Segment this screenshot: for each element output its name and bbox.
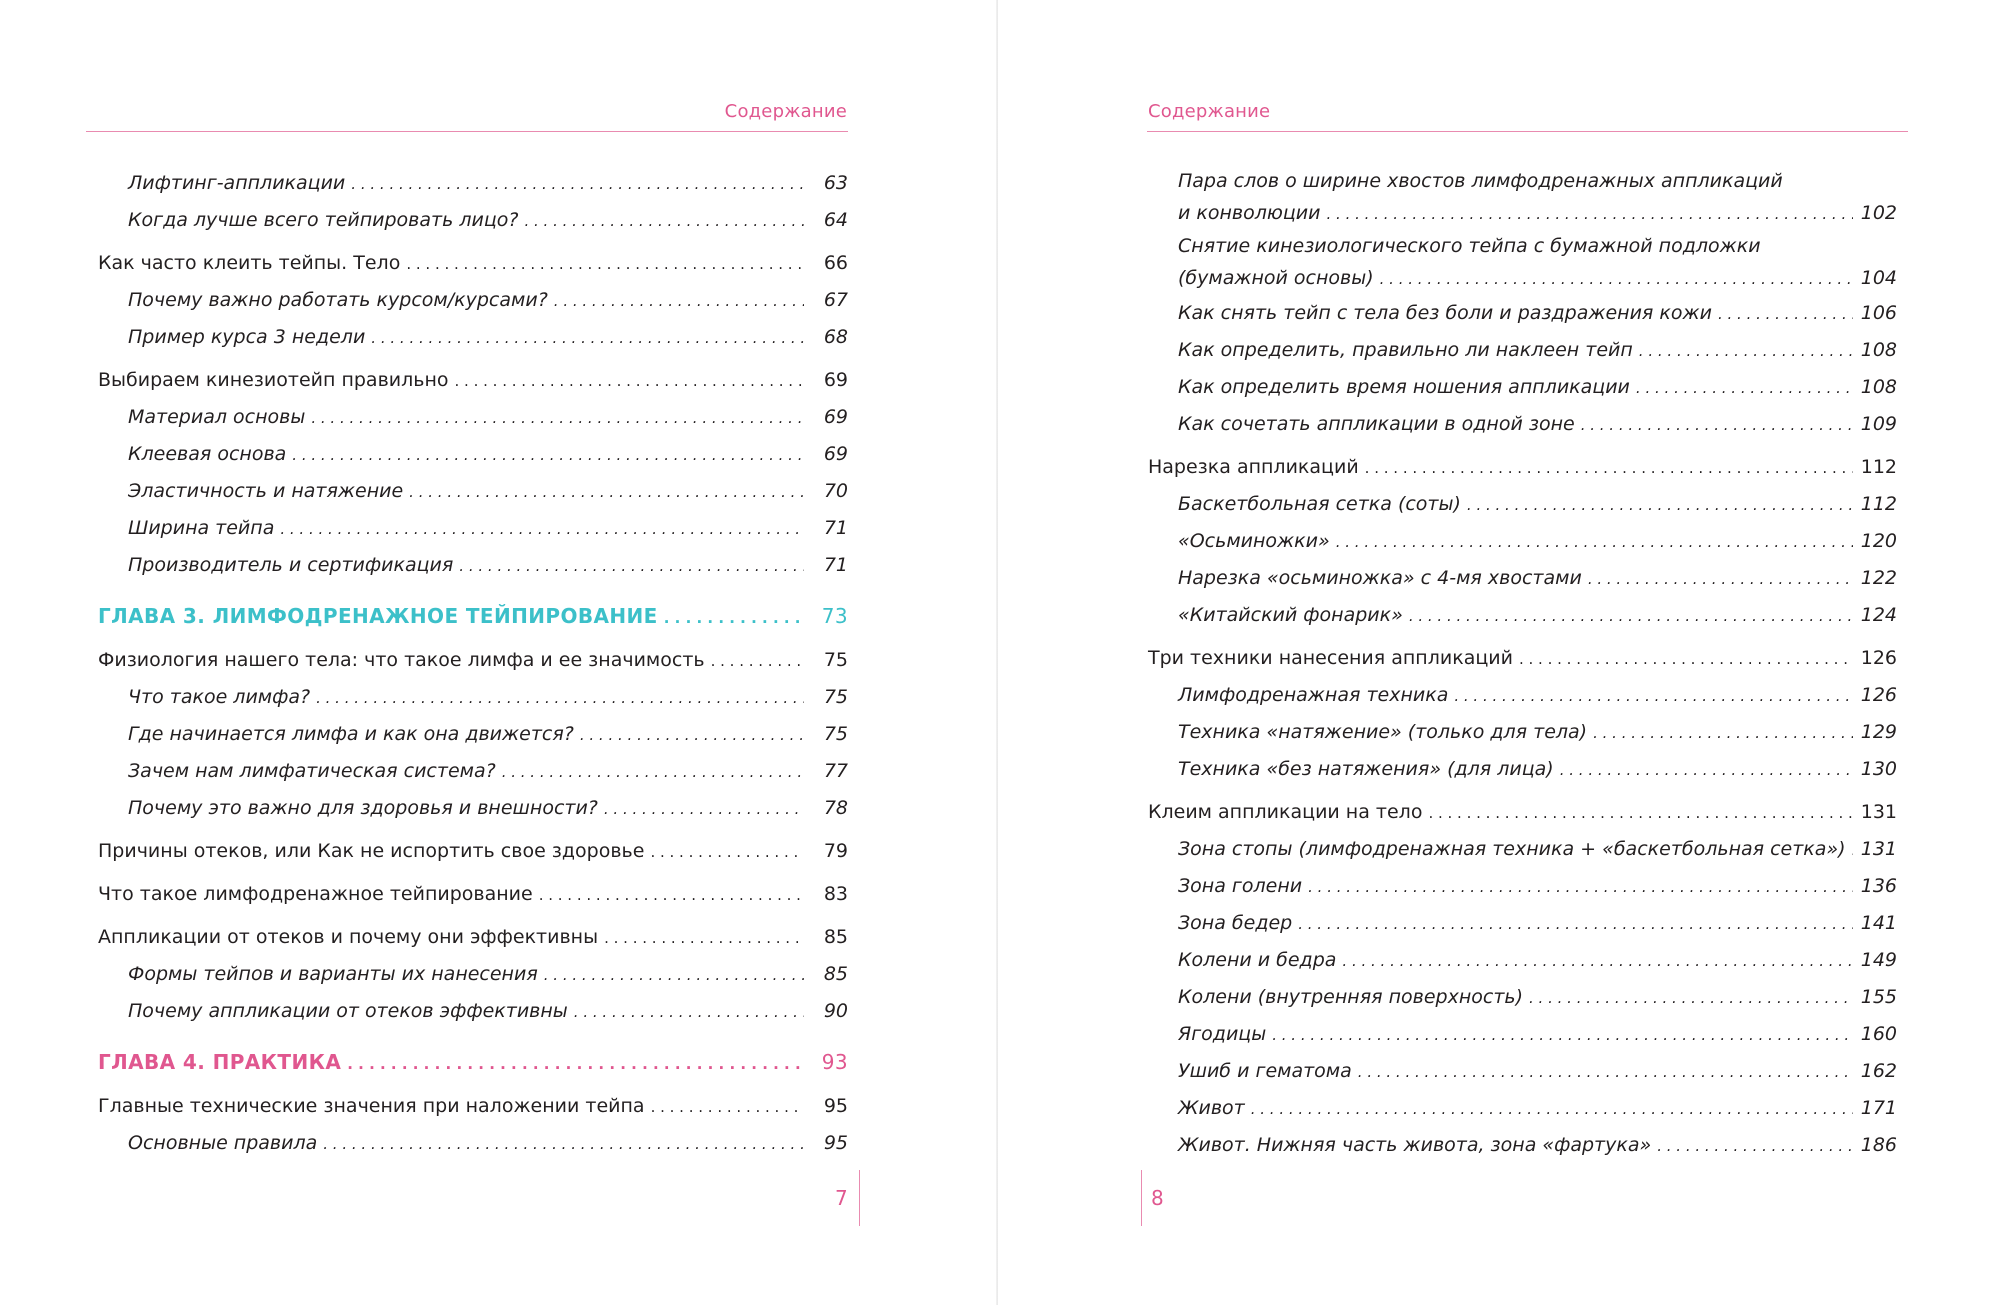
toc-subsection <box>98 956 848 993</box>
toc-entry-title: Нарезка аппликаций <box>1148 456 1359 478</box>
toc-entry-title: Зачем нам лимфатическая система? <box>128 760 496 782</box>
toc-entry-title: Колени (внутренняя поверхность) <box>1178 986 1524 1008</box>
toc-subsection <box>1148 369 1897 406</box>
toc-entry-title: Материал основы <box>128 406 306 428</box>
toc-entry-title: Эластичность и натяжение <box>128 480 404 502</box>
dot-leader <box>1272 1017 1853 1053</box>
toc-subsection <box>98 399 848 436</box>
dot-leader <box>711 643 804 679</box>
dot-leader <box>580 717 804 753</box>
toc-entry-page: 131 <box>1860 838 1897 860</box>
toc-entry-page: 75 <box>823 649 848 671</box>
toc-entry-title: Лифтинг-аппликации <box>128 172 346 194</box>
toc-entry-page: 171 <box>1860 1097 1897 1119</box>
toc-entry-page: 149 <box>1860 949 1897 971</box>
toc-entry-line <box>1178 262 1897 295</box>
toc-entry-title: Пара слов о ширине хвостов лимфодренажных аппликаций <box>1178 170 1783 192</box>
toc-entry-page: 126 <box>1860 684 1897 706</box>
toc-entry-page: 155 <box>1860 986 1897 1008</box>
toc-subsection <box>1148 406 1897 443</box>
dot-leader <box>1467 487 1853 523</box>
dot-leader <box>502 754 804 790</box>
dot-leader <box>574 994 804 1030</box>
dot-leader <box>351 166 804 202</box>
toc-subsection <box>98 436 848 473</box>
toc-entry-title: Производитель и сертификация <box>128 554 454 576</box>
toc-entry-page: 160 <box>1860 1023 1897 1045</box>
toc-entry-title: Как сочетать аппликации в одной зоне <box>1178 413 1575 435</box>
toc-entry-page: 120 <box>1860 530 1897 552</box>
dot-leader <box>1718 296 1853 332</box>
toc-entry-title: «Китайский фонарик» <box>1178 604 1403 626</box>
dot-leader <box>664 600 804 636</box>
dot-leader <box>544 957 804 993</box>
toc-subsection <box>1148 560 1897 597</box>
toc-entry-page: 130 <box>1860 758 1897 780</box>
dot-leader <box>539 877 804 913</box>
toc-entry-page: 162 <box>1860 1060 1897 1082</box>
toc-subsection <box>1148 332 1897 369</box>
dot-leader <box>1519 641 1853 677</box>
toc-subsection <box>98 282 848 319</box>
toc-entry-title: Техника «без натяжения» (для лица) <box>1178 758 1554 780</box>
toc-entry-title: Выбираем кинезиотейп правильно <box>98 369 449 391</box>
toc-entry-title: Зона голени <box>1178 875 1303 897</box>
dot-leader <box>604 791 804 827</box>
toc-subsection <box>1148 523 1897 560</box>
toc-entry-page: 77 <box>823 760 848 782</box>
toc-entry-page: 112 <box>1860 456 1897 478</box>
table-of-contents <box>98 165 848 1162</box>
dot-leader <box>1342 943 1853 979</box>
dot-leader <box>1529 980 1853 1016</box>
toc-entry-page: 71 <box>823 554 848 576</box>
toc-entry-title: Три техники нанесения аппликаций <box>1148 647 1513 669</box>
dot-leader <box>650 834 804 870</box>
toc-entry-page: 73 <box>821 604 848 628</box>
toc-entry-page: 83 <box>823 883 848 905</box>
toc-entry-page: 69 <box>823 406 848 428</box>
toc-subsection <box>98 753 848 790</box>
dot-leader <box>1380 263 1853 295</box>
toc-entry-page: 64 <box>823 209 848 231</box>
toc-entry-title: Что такое лимфодренажное тейпирование <box>98 883 533 905</box>
dot-leader <box>1852 832 1853 868</box>
page-number: 7 <box>835 1186 848 1210</box>
toc-entry-page: 85 <box>823 963 848 985</box>
dot-leader <box>1593 715 1853 751</box>
dot-leader <box>323 1126 804 1162</box>
toc-entry-title: Живот <box>1178 1097 1245 1119</box>
toc-entry-page: 141 <box>1860 912 1897 934</box>
toc-entry-title: Основные правила <box>128 1132 318 1154</box>
toc-entry-title: Как определить время ношения аппликации <box>1178 376 1630 398</box>
dot-leader <box>1336 524 1853 560</box>
toc-subsection <box>98 473 848 510</box>
dot-leader <box>554 283 804 319</box>
dot-leader <box>1428 795 1853 831</box>
toc-entry-page: 95 <box>823 1132 848 1154</box>
toc-entry-title: Нарезка «осьминожка» с 4-мя хвостами <box>1178 567 1582 589</box>
toc-entry-page: 112 <box>1860 493 1897 515</box>
toc-entry-title: Лимфодренажная техника <box>1178 684 1449 706</box>
toc-subsection <box>1148 1127 1897 1164</box>
toc-entry-title: Клеим аппликации на тело <box>1148 801 1423 823</box>
toc-entry-page: 68 <box>823 326 848 348</box>
toc-subsection <box>1148 714 1897 751</box>
toc-entry-title: Аппликации от отеков и почему они эффективны <box>98 926 599 948</box>
dot-leader <box>604 920 804 956</box>
running-head: Содержание <box>1148 101 1271 122</box>
toc-subsection <box>1148 942 1897 979</box>
toc-entry-title: Физиология нашего тела: что такое лимфа и ее значимость <box>98 649 705 671</box>
dot-leader <box>1639 333 1853 369</box>
toc-subsection <box>98 510 848 547</box>
page-number: 8 <box>1151 1186 1164 1210</box>
toc-subsection <box>1148 486 1897 523</box>
dot-leader <box>1636 370 1853 406</box>
toc-entry-page: 109 <box>1860 413 1897 435</box>
toc-entry-title: Где начинается лимфа и как она движется? <box>128 723 574 745</box>
toc-entry-page: 85 <box>823 926 848 948</box>
toc-entry-title-continued: и конволюции <box>1178 202 1321 224</box>
toc-entry-page: 106 <box>1860 302 1897 324</box>
toc-entry-page: 78 <box>823 797 848 819</box>
toc-subsection <box>98 993 848 1030</box>
toc-chapter <box>98 598 848 636</box>
dot-leader <box>1581 407 1853 443</box>
toc-entry-title: Главные технические значения при наложении тейпа <box>98 1095 645 1117</box>
toc-subsection <box>1148 1016 1897 1053</box>
toc-subsection <box>98 716 848 753</box>
toc-entry-title: Что такое лимфа? <box>128 686 311 708</box>
toc-entry-page: 69 <box>823 369 848 391</box>
toc-entry-title: Почему аппликации от отеков эффективны <box>128 1000 568 1022</box>
toc-entry-page: 71 <box>823 517 848 539</box>
toc-section <box>98 1088 848 1125</box>
dot-leader <box>292 437 804 473</box>
dot-leader <box>1454 678 1853 714</box>
dot-leader <box>280 511 804 547</box>
toc-subsection <box>98 319 848 356</box>
toc-entry-title: Колени и бедра <box>1178 949 1337 971</box>
table-of-contents <box>1148 165 1897 1164</box>
toc-entry-title: Ширина тейпа <box>128 517 275 539</box>
toc-section <box>1148 640 1897 677</box>
dot-leader <box>1298 906 1853 942</box>
toc-entry-page: 108 <box>1860 339 1897 361</box>
toc-entry-page: 129 <box>1860 721 1897 743</box>
toc-entry-title: ГЛАВА 4. ПРАКТИКА <box>98 1050 342 1074</box>
toc-subsection <box>1148 1090 1897 1127</box>
toc-entry-page: 63 <box>823 172 848 194</box>
dot-leader <box>1358 1054 1853 1090</box>
toc-section <box>98 876 848 913</box>
toc-entry-title-continued: (бумажной основы) <box>1178 267 1374 289</box>
toc-entry-page: 66 <box>823 252 848 274</box>
toc-entry-title: Пример курса 3 недели <box>128 326 366 348</box>
toc-section <box>98 642 848 679</box>
toc-entry-page: 104 <box>1860 267 1897 289</box>
toc-subsection <box>1148 868 1897 905</box>
toc-subsection <box>98 547 848 584</box>
toc-section <box>98 245 848 282</box>
toc-entry <box>1148 165 1897 230</box>
toc-subsection <box>1148 1053 1897 1090</box>
toc-entry-title: Живот. Нижняя часть живота, зона «фартука» <box>1178 1134 1652 1156</box>
toc-entry-title: Как определить, правильно ли наклеен тейп <box>1178 339 1633 361</box>
toc-chapter <box>98 1044 848 1082</box>
toc-entry-title: Техника «натяжение» (только для тела) <box>1178 721 1588 743</box>
dot-leader <box>1657 1128 1853 1164</box>
toc-subsection <box>98 165 848 202</box>
dot-leader <box>347 1046 804 1082</box>
toc-section <box>1148 449 1897 486</box>
dot-leader <box>1251 1091 1853 1127</box>
toc-section <box>98 919 848 956</box>
toc-entry-page: 93 <box>821 1050 848 1074</box>
toc-entry-title: Ушиб и гематома <box>1178 1060 1352 1082</box>
dot-leader <box>1365 450 1853 486</box>
toc-entry-title: Как снять тейп с тела без боли и раздражения кожи <box>1178 302 1712 324</box>
toc-subsection <box>1148 677 1897 714</box>
toc-entry-title: Как часто клеить тейпы. Тело <box>98 252 401 274</box>
toc-entry-page: 67 <box>823 289 848 311</box>
toc-entry-page: 108 <box>1860 376 1897 398</box>
toc-entry-title: ГЛАВА 3. ЛИМФОДРЕНАЖНОЕ ТЕЙПИРОВАНИЕ <box>98 604 658 628</box>
running-head: Содержание <box>724 101 847 122</box>
toc-entry-page: 75 <box>823 686 848 708</box>
dot-leader <box>1588 561 1853 597</box>
dot-leader <box>524 203 804 239</box>
toc-section <box>98 362 848 399</box>
dot-leader <box>651 1089 804 1125</box>
toc-entry-line <box>1178 197 1897 230</box>
toc-subsection <box>1148 751 1897 788</box>
toc-entry-page: 126 <box>1860 647 1897 669</box>
dot-leader <box>459 548 804 584</box>
header-rule <box>1147 131 1908 132</box>
toc-entry-page: 95 <box>823 1095 848 1117</box>
toc-subsection <box>1148 831 1897 868</box>
toc-entry-title: Клеевая основа <box>128 443 287 465</box>
toc-subsection <box>1148 979 1897 1016</box>
toc-entry-page: 136 <box>1860 875 1897 897</box>
toc-section <box>1148 794 1897 831</box>
toc-subsection <box>1148 905 1897 942</box>
folio-rule <box>1141 1170 1142 1226</box>
dot-leader <box>1327 198 1854 230</box>
toc-entry-page: 124 <box>1860 604 1897 626</box>
left-page <box>0 0 997 1305</box>
toc-entry-title: Почему это важно для здоровья и внешности? <box>128 797 598 819</box>
dot-leader <box>1308 869 1853 905</box>
toc-entry-title: Формы тейпов и варианты их нанесения <box>128 963 538 985</box>
dot-leader <box>311 400 804 436</box>
toc-entry-page: 75 <box>823 723 848 745</box>
toc-entry-page: 131 <box>1860 801 1897 823</box>
dot-leader <box>455 363 804 399</box>
dot-leader <box>1560 752 1853 788</box>
toc-entry-title: Баскетбольная сетка (соты) <box>1178 493 1461 515</box>
toc-entry-page: 122 <box>1860 567 1897 589</box>
toc-entry-title: Когда лучше всего тейпировать лицо? <box>128 209 519 231</box>
toc-subsection <box>98 679 848 716</box>
toc-entry-page: 186 <box>1860 1134 1897 1156</box>
toc-subsection <box>1148 295 1897 332</box>
dot-leader <box>371 320 804 356</box>
toc-entry <box>1148 230 1897 295</box>
toc-entry-page: 90 <box>823 1000 848 1022</box>
toc-section <box>98 833 848 870</box>
toc-entry-title: Зона стопы (лимфодренажная техника + «баскетбольная сетка») <box>1178 838 1846 860</box>
toc-entry-title: Почему важно работать курсом/курсами? <box>128 289 548 311</box>
toc-subsection <box>98 202 848 239</box>
toc-entry-page: 102 <box>1860 202 1897 224</box>
dot-leader <box>409 474 804 510</box>
toc-entry-page: 79 <box>823 840 848 862</box>
toc-entry-title: «Осьминожки» <box>1178 530 1330 552</box>
toc-subsection <box>98 1125 848 1162</box>
header-rule <box>86 131 848 132</box>
toc-entry-title: Снятие кинезиологического тейпа с бумажной подложки <box>1178 235 1761 257</box>
dot-leader <box>406 246 804 282</box>
toc-entry-page: 69 <box>823 443 848 465</box>
dot-leader <box>1409 598 1853 634</box>
toc-subsection <box>98 790 848 827</box>
toc-subsection <box>1148 597 1897 634</box>
dot-leader <box>316 680 804 716</box>
toc-entry-page: 70 <box>823 480 848 502</box>
folio-rule <box>859 1170 860 1226</box>
right-page <box>998 0 1995 1305</box>
toc-entry-title: Причины отеков, или Как не испортить свое здоровье <box>98 840 645 862</box>
toc-entry-title: Зона бедер <box>1178 912 1293 934</box>
toc-entry-title: Ягодицы <box>1178 1023 1267 1045</box>
